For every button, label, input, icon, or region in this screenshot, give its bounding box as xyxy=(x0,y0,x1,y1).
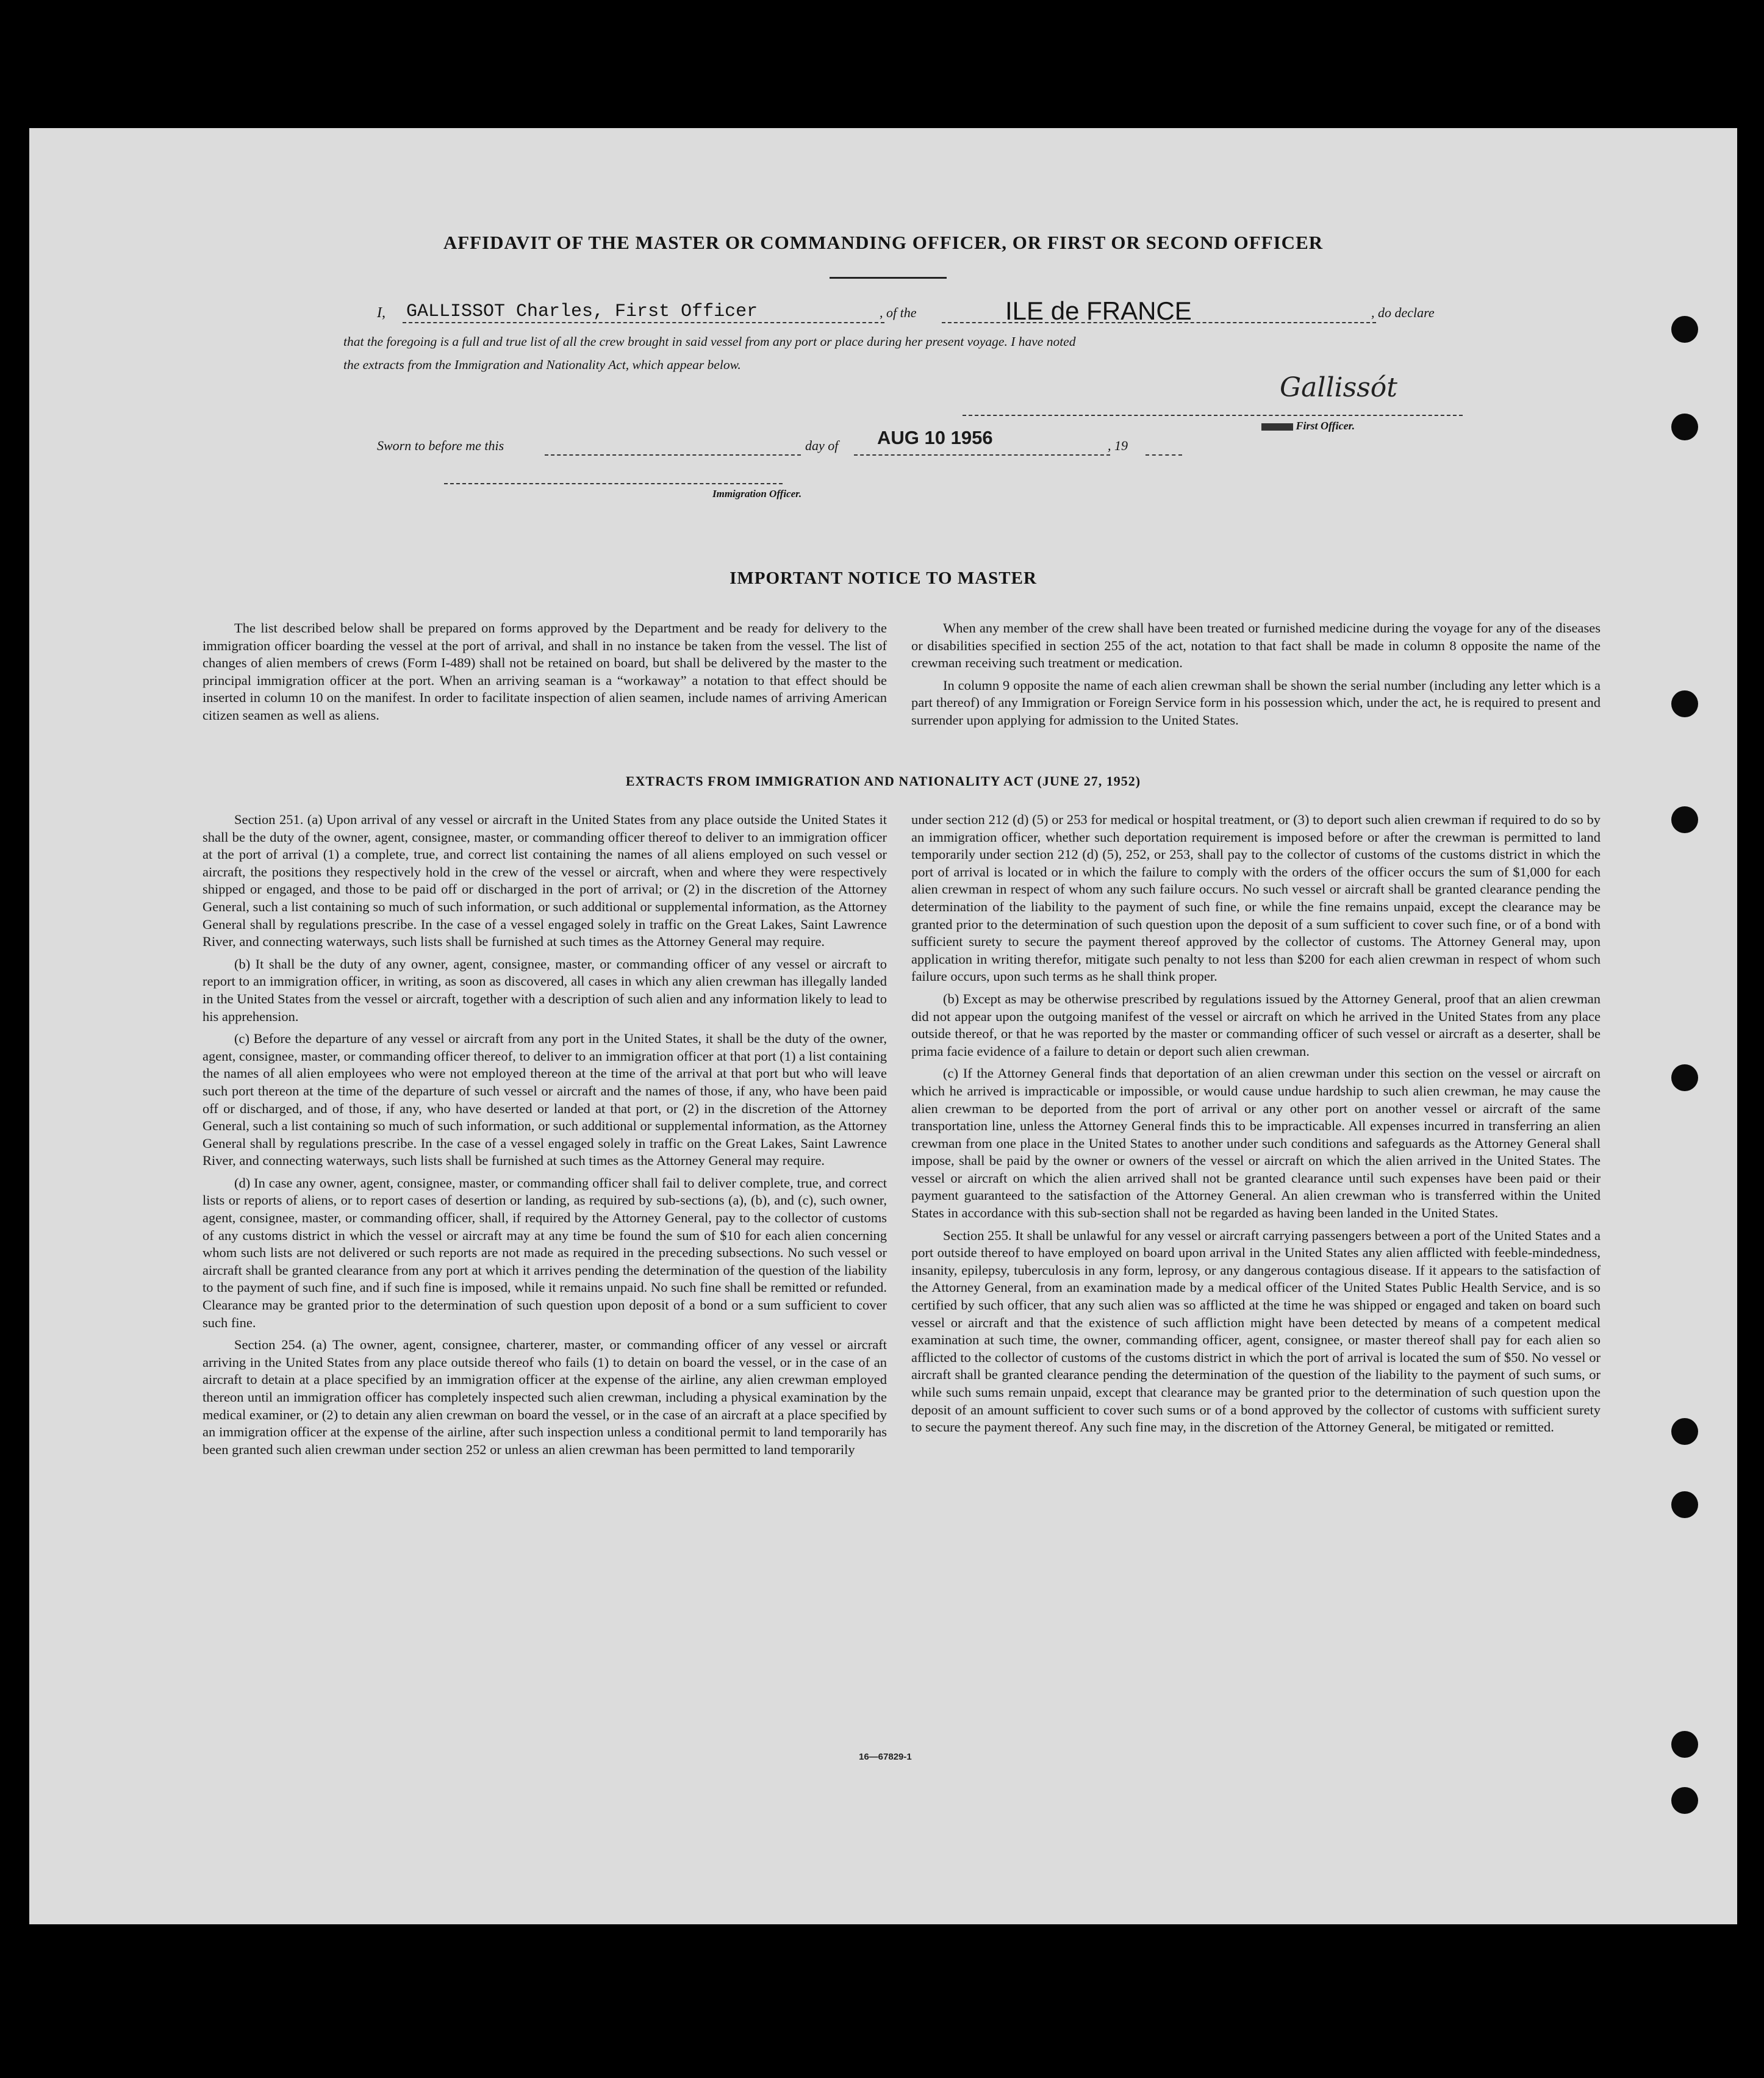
signature-line xyxy=(963,415,1463,416)
punch-hole xyxy=(1671,414,1698,440)
punch-hole xyxy=(1671,1731,1698,1758)
form-number: 16—67829-1 xyxy=(859,1752,912,1762)
title-underline xyxy=(830,277,947,279)
day-of-label: day of xyxy=(805,438,839,453)
immigration-officer-caption: Immigration Officer. xyxy=(712,488,802,500)
extracts-heading: EXTRACTS FROM IMMIGRATION AND NATIONALITY ACT (JUNE 27, 1952) xyxy=(625,773,1141,789)
vessel-name: ILE de FRANCE xyxy=(1005,296,1192,325)
extracts-right-column xyxy=(911,811,1601,1441)
declarant-name: GALLISSOT Charles, First Officer xyxy=(406,301,758,322)
sworn-label: Sworn to before me this xyxy=(377,438,504,453)
notice-left-column xyxy=(203,620,887,729)
section-251-a: Section 251. (a) Upon arrival of any vessel or aircraft in the United States from any place outside the United States it shall be the duty of the owner, agent, consignee, master, or commanding officer thereof to deliver to an immigration officer at the port of arrival (1) a complete, true, and correct list containing the names of all aliens employed on such vessel or aircraft, the positions they respectively hold in the crew of the vessel or aircraft, when and where they were respectively shipped or engaged, and those to be paid off or discharged in the port of arrival; or (2) in the discretion of the Attorney General, such a list containing so much of such information, or such additional or supplemental information, as the Attorney General shall by regulations prescribe. In the case of a vessel engaged solely in traffic on the Great Lakes, Saint Lawrence River, and connecting waterways, such lists shall be furnished at such times as the Attorney General may require. xyxy=(203,812,887,950)
notice-right-paragraph-1: When any member of the crew shall have been treated or furnished medicine during the voyage for any of the diseases or disabilities specified in section 255 of the act, notation to that fact shall be made in column 8 opposite the name of the crewman receiving such treatment or medication. xyxy=(911,620,1601,671)
section-254-a: Section 254. (a) The owner, agent, consignee, charterer, master, or commanding officer of any vessel or aircraft arriving in the United States from any place outside thereof who fails (1) to detain on board the vessel, or in the case of an aircraft to detain at a place specified by an immigration officer at the expense of the airline, any alien crewman employed thereon until an immigration officer has completely inspected such alien crewman, including a physical examination by the medical examiner, or (2) to detain any alien crewman on board the vessel, or in the case of an aircraft at a place specified by an immigration officer at the expense of the airline, after such inspection unless a conditional permit to land temporarily has been granted such alien crewman under section 252 or unless an alien crewman has been permitted to land temporarily xyxy=(203,1337,887,1457)
section-251-d: (d) In case any owner, agent, consignee, master, or commanding officer shall fail to deliver complete, true, and correct lists or reports of aliens, or to report cases of desertion or landing, as required by sub-sections (a), (b), and (c), such owner, agent, consignee, master, or commanding officer, shall, if required by the Attorney General, pay to the collector of customs of any customs district in which the vessel or aircraft may at any time be found the sum of $10 for each alien concerning whom such lists are not delivered or such reports are not made as required in the preceding subsections. No such vessel or aircraft shall be granted clearance from any port at which it arrives pending the determination of the question of the liability to the payment of such fine, and if such fine is imposed, while it remains unpaid. No such fine shall be remitted or refunded. Clearance may be granted prior to the determination of such question upon deposit of a bond or a sum sufficient to cover such fine. xyxy=(203,1175,887,1330)
signature-caption-text: First Officer. xyxy=(1296,420,1355,432)
declaration-line-3: the extracts from the Immigration and Nationality Act, which appear below. xyxy=(343,357,741,372)
notice-heading: IMPORTANT NOTICE TO MASTER xyxy=(730,568,1037,588)
declaration-line-2: that the foregoing is a full and true list of all the crew brought in said vessel from any port or place during her present voyage. I have noted xyxy=(343,334,1076,349)
name-line xyxy=(403,322,884,323)
punch-hole xyxy=(1671,690,1698,717)
extracts-left-column xyxy=(203,811,887,1463)
sworn-month-line xyxy=(854,454,1110,456)
notice-right-column xyxy=(911,620,1601,734)
vessel-line xyxy=(942,322,1376,323)
punch-hole xyxy=(1671,1064,1698,1091)
declaration-of-the: , of the xyxy=(880,305,917,320)
officer-signature: Gallissót xyxy=(1280,372,1397,403)
section-254-c: (c) If the Attorney General finds that deportation of an alien crewman under this section on the vessel or aircraft on which he arrived is impracticable or impossible, or would cause undue hardship to such alien crewman, he may cause the alien crewman to be deported from the port of arrival or any other port on another vessel or aircraft of the same transportation line, unless the Attorney General finds this to be impracticable. All expenses incurred in transferring an alien crewman from one place in the United States to another under such conditions and safeguards as the Attorney General shall impose, shall be paid by the owner or owners of the vessel or aircraft on which the alien arrived in the United States. The vessel or aircraft on which the alien arrived shall not be granted clearance until such expenses have been paid or their payment guaranteed to the satisfaction of the Attorney General. An alien crewman who is transferred within the United States in accordance with this sub-section shall not be regarded as having been landed in the United States. xyxy=(911,1066,1601,1221)
declaration-prefix: I, xyxy=(377,305,385,321)
redaction-mark xyxy=(1261,423,1293,431)
sworn-day-line xyxy=(545,454,801,456)
section-254-a-continued: under section 212 (d) (5) or 253 for medical or hospital treatment, or (3) to deport such alien crewman if required to do so by an immigration officer, whether such deportation requirement is imposed before or after the crewman is permitted to land temporarily under section 212 (d) (5), 252, or 253, shall pay to the collector of customs of the customs district in which the port of arrival is located or in which the failure to comply with the orders of the officer occurs the sum of $1,000 for each alien crewman in respect of whom any such failure occurs. No such vessel or aircraft shall be granted clearance pending the determination of the liability to the payment of such fine, or while the fine remains unpaid, except the clearance may be granted prior to the determination of such question upon the deposit of a sum sufficient to cover such fine, or of a bond with sufficient surety to secure the payment thereof approved by the collector of customs. The Attorney General may, upon application in writing therefor, mitigate such penalty to not less than $200 for each alien crewman in respect of whom such failure occurs, upon such terms as he shall think proper. xyxy=(911,812,1601,984)
year-line xyxy=(1146,454,1182,456)
punch-hole xyxy=(1671,1418,1698,1445)
document-page xyxy=(29,128,1737,1924)
section-254-b: (b) Except as may be otherwise prescribed by regulations issued by the Attorney General, proof that an alien crewman did not appear upon the outgoing manifest of the vessel or aircraft on which he arrived in the United States from any place outside thereof, or that he was reported by the master or commanding officer of such vessel or aircraft as a deserter, shall be prima facie evidence of a failure to detain or deport such alien crewman. xyxy=(911,991,1601,1059)
year-suffix: , 19 xyxy=(1108,438,1128,453)
stamp-date: AUG 10 1956 xyxy=(877,427,993,448)
section-255: Section 255. It shall be unlawful for any vessel or aircraft carrying passengers between a port of the United States and a port outside thereof to have employed on board upon arrival in the United States any alien afflicted with feeble-mindedness, insanity, epilepsy, tuberculosis in any form, leprosy, or any dangerous contagious disease. If it appears to the satisfaction of the Attorney General, from an examination made by a medical officer of the United States Public Health Service, and is so certified by such officer, that any such alien was so afflicted at the time he was shipped or engaged and taken on board such vessel or aircraft and that the existence of such affliction might have been detected by means of a competent medical examination at such time, the owner, commanding officer, agent, consignee, or master thereof shall pay for each alien so afflicted to the collector of customs of the customs district in which the port of arrival is located the sum of $50. No vessel or aircraft shall be granted clearance pending the determination of the question of the liability to the payment of such sums, or while such sums remain unpaid, except that clearance may be granted prior to the determination of such question upon the deposit of an amount sufficient to cover such sums or of a bond approved by the collector of customs with sufficient surety to secure the payment thereof. Any such fine may, in the discretion of the Attorney General, be mitigated or remitted. xyxy=(911,1227,1601,1435)
punch-hole xyxy=(1671,1787,1698,1814)
punch-hole xyxy=(1671,316,1698,343)
punch-hole xyxy=(1671,806,1698,833)
punch-hole xyxy=(1671,1491,1698,1518)
affidavit-title: AFFIDAVIT OF THE MASTER OR COMMANDING OFFICER, OR FIRST OR SECOND OFFICER xyxy=(443,232,1324,253)
signature-caption xyxy=(1261,420,1355,432)
immigration-officer-line xyxy=(444,483,783,484)
section-251-c: (c) Before the departure of any vessel or aircraft from any port in the United States, it shall be the duty of the owner, agent, consignee, master, or commanding officer thereof, to deliver to an immigration officer at that port (1) a list containing the names of all alien employees who were not employed thereon at the time of the arrival at that port but who will leave such port thereon at the time of the departure of such vessel or aircraft and the names of those, if any, who have been paid off or discharged, and of those, if any, who have deserted or landed at that port, or (2) in the discretion of the Attorney General, such a list containing so much of such information, or such additional or supplemental information, as the Attorney General shall by regulations prescribe. In the case of a vessel engaged solely in traffic on the Great Lakes, Saint Lawrence River, and connecting waterways, such lists shall be furnished at such times as the Attorney General may require. xyxy=(203,1031,887,1169)
notice-right-paragraph-2: In column 9 opposite the name of each alien crewman shall be shown the serial number (including any letter which is a part thereof) of any Immigration or Foreign Service form in his possession which, under the act, he is required to present and surrender upon applying for admission to the United States. xyxy=(911,677,1601,728)
section-251-b: (b) It shall be the duty of any owner, agent, consignee, master, or commanding officer of any vessel or aircraft to report to an immigration officer, in writing, as soon as discovered, all cases in which any alien crewman has illegally landed in the United States from the vessel or aircraft, together with a description of such alien and any information likely to lead to his apprehension. xyxy=(203,956,887,1024)
notice-left-paragraph: The list described below shall be prepared on forms approved by the Department and be ready for delivery to the immigration officer boarding the vessel at the port of arrival, and shall in no instance be taken from the vessel. The list of changes of alien members of crews (Form I-489) shall not be retained on board, but shall be delivered by the master to the principal immigration officer at the port. When an arriving seaman is a “workaway” a notation to that effect should be inserted in column 10 on the manifest. In order to facilitate inspection of alien seamen, include names of arriving American citizen seamen as well as aliens. xyxy=(203,620,887,723)
do-declare: , do declare xyxy=(1371,305,1435,320)
